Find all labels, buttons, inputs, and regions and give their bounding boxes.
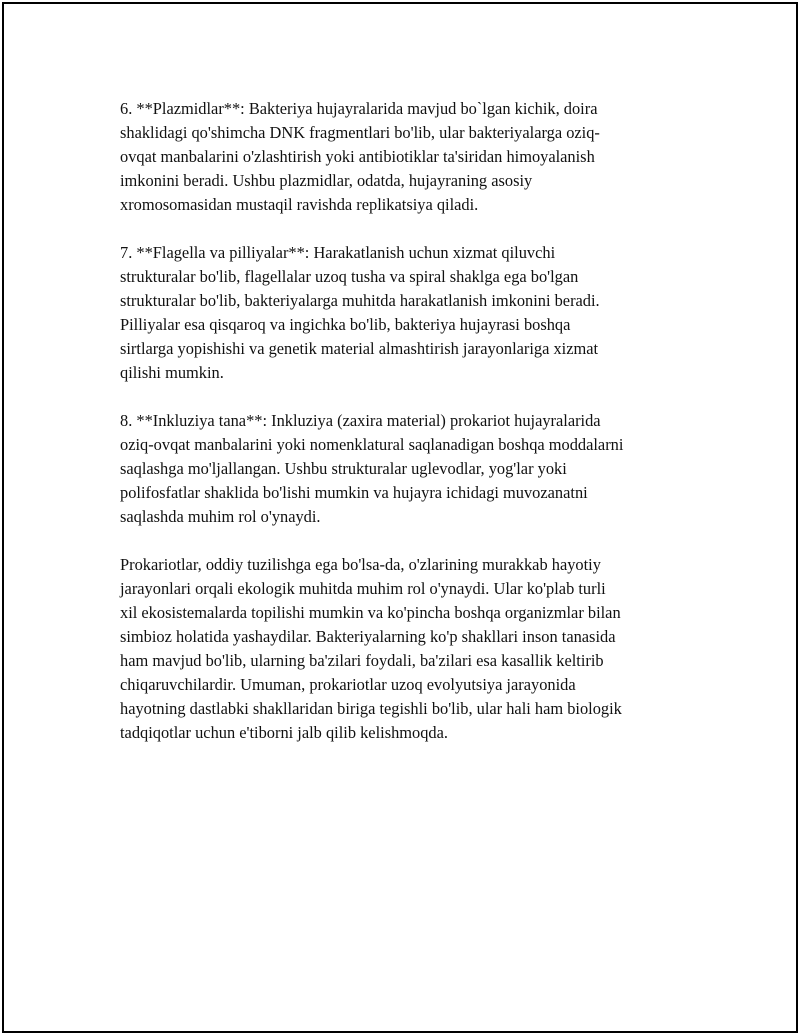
document-body [120, 97, 705, 769]
paragraph-prokariotlar: Prokariotlar, oddiy tuzilishga ega bo'lsa-da, o'zlarining murakkab hayotiy jarayonlari orqali ekologik muhitda muhim rol o'ynaydi. Ular ko'plab turli xil ekosistemalarda topilishi mumkin va ko'pincha boshqa organizmlar bilan simbioz holatida yashaydilar. Bakteriyalarning ko'p shakllari inson tanasida ham mavjud bo'lib, ularning ba'zilari foydali, ba'zilari esa kasallik keltirib chiqaruvchilardir. Umuman, prokariotlar uzoq evolyutsiya jarayonida hayotning dastlabki shakllaridan biriga tegishli bo'lib, ular hali ham biologik tadqiqotlar uchun e'tiborni jalb qilib kelishmoqda. [120, 555, 622, 742]
paragraph-plazmidlar: 6. **Plazmidlar**: Bakteriya hujayralarida mavjud bo`lgan kichik, doira shaklidagi qo'shimcha DNK fragmentlari bo'lib, ular bakteriyalarga oziq- ovqat manbalarini o'zlashtirish yoki antibiotiklar ta'siridan himoyalanish imkonini beradi. Ushbu plazmidlar, odatda, hujayraning asosiy xromosomasidan mustaqil ravishda replikatsiya qiladi. [120, 99, 600, 214]
paragraph-flagella: 7. **Flagella va pilliyalar**: Harakatlanish uchun xizmat qiluvchi strukturalar bo'lib, flagellalar uzoq tusha va spiral shaklga ega bo'lgan strukturalar bo'lib, bakteriyalarga muhitda harakatlanish imkonini beradi. Pilliyalar esa qisqaroq va ingichka bo'lib, bakteriya hujayrasi boshqa sirtlarga yopishishi va genetik material almashtirish jarayonlariga xizmat qilishi mumkin. [120, 243, 600, 382]
page-frame [2, 2, 798, 1033]
paragraph-inkluziya: 8. **Inkluziya tana**: Inkluziya (zaxira material) prokariot hujayralarida oziq-ovqat manbalarini yoki nomenklatural saqlanadigan boshqa moddalarni saqlashga mo'ljallangan. Ushbu strukturalar uglevodlar, yog'lar yoki polifosfatlar shaklida bo'lishi mumkin va hujayra ichidagi muvozanatni saqlashda muhim rol o'ynaydi. [120, 411, 624, 526]
